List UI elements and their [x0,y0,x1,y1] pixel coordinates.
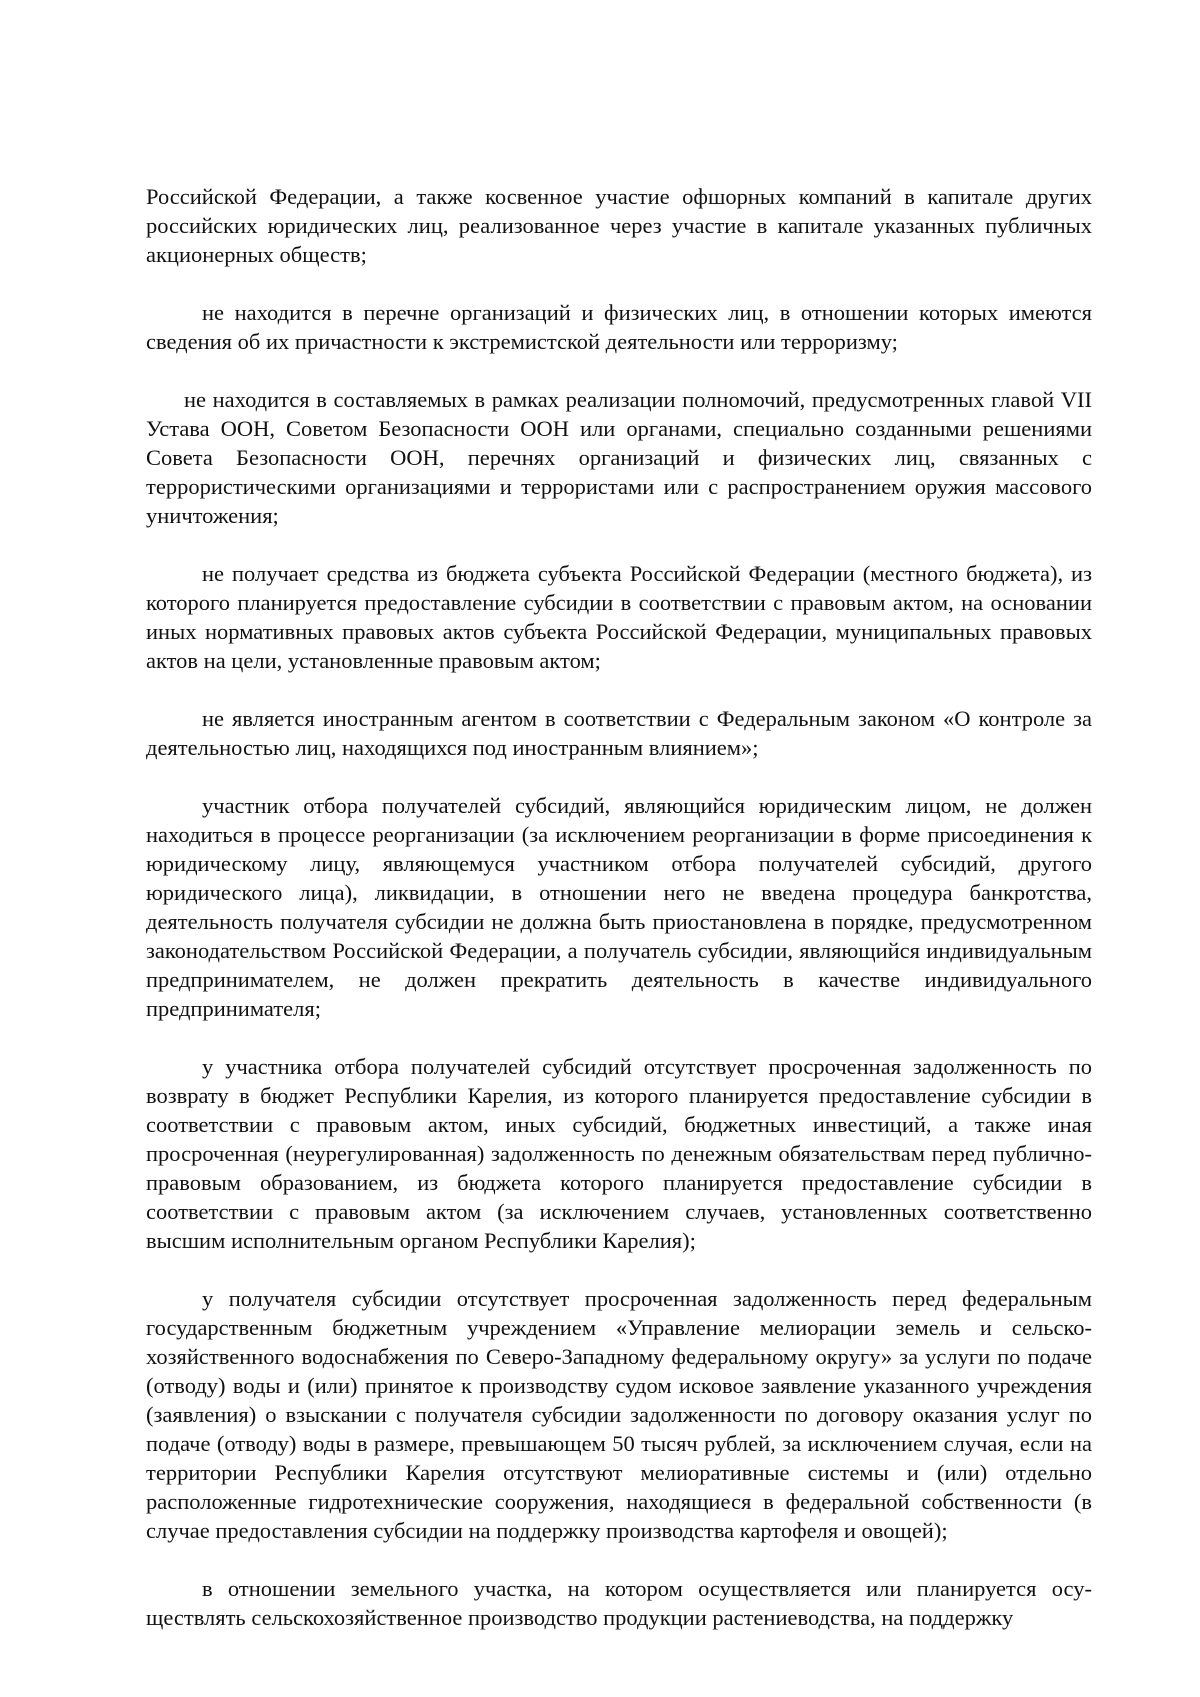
paragraph-overdue-debt: у участника отбора получателей субсидий отсутствует просроченная задолженность по возврату в бюджет Республики Карелия, из которого планируется предоставление субсидии в соответствии с правовым актом, иных субсидий, бюджетных инвестиций, а также иная просроченная (неурегулированная) задолженность по денежным обязательствам перед публично-правовым образованием, из бюджета которого планируется предоставление субсидии в соответствии с правовым актом (за исключением случаев, установленных соответственно высшим исполнительным органом Республики Карелия); [146,1054,1092,1253]
paragraph-budget-funds: не получает средства из бюджета субъекта Российской Федерации (местного бюджета), из которого планируется предоставление субсидии в соответствии с правовым актом, на основании иных нормативных правовых актов субъекта Российской Федерации, муниципальных правовых актов на цели, установленные правовым актом; [146,561,1092,673]
paragraph-land-plot: в отношении земельного участка, на котором осуществляется или планируется осуществлять сельскохозяйственное производство продукции растениеводства, на поддержку [146,1576,1092,1630]
paragraph-foreign-agent: не является иностранным агентом в соответствии с Федеральным законом «О контроле за деятельностью лиц, находящихся под иностранным влиянием»; [146,706,1092,760]
paragraph-un-sanctions: не находится в составляемых в рамках реализации полномочий, предусмотренных главой VII Устава ООН, Советом Безопасности ООН или органами, специально созданными решениями Совета Безопасности ООН, перечнях организаций и физических лиц, связанных с террористическими организациями и террористами или с распространением оружия массового уничтожения; [146,387,1092,528]
paragraph-melioration-debt: у получателя субсидии отсутствует просроченная задолженность перед федеральным государственным бюджетным учреждением «Управление мелиорации земель и сельскохозяйственного водоснабжения по Северо-Западному федеральному округу» за услуги по подаче (отводу) воды и (или) принятое к производству судом исковое заявление указанного учреждения (заявления) о взыскании с получателя субсидии задолженности по договору оказания услуг по подаче (отводу) воды в размере, превышающем 50 тысяч рублей, за исключением случая, если на территории Республики Карелия отсутствуют мелиоративные системы и (или) отдельно расположенные гидротехнические сооружения, находящиеся в федеральной собственности (в случае предоставления субсидии на поддержку производства картофеля и овощей); [146,1286,1092,1543]
paragraph-reorganization: участник отбора получателей субсидий, являющийся юридическим лицом, не должен находиться в процессе реорганизации (за исключением реорганизации в форме присоединения к юридическому лицу, являющемуся участником отбора получателей субсидий, другого юридического лица), ликвидации, в отношении него не введена процедура банкротства, деятельность получателя субсидии не должна быть приостановлена в порядке, предусмотренном законодательством Российской Федерации, а получатель субсидии, являющийся индивидуальным предпринимателем, не должен прекратить деятельность в качестве индивидуального предпринимателя; [146,793,1092,1021]
paragraph-extremism-list: не находится в перечне организаций и физических лиц, в отношении которых имеются сведения об их причастности к экстремистской деятельности или терроризму; [146,300,1092,354]
document-body [146,182,1092,1632]
paragraph-continuation: Российской Федерации, а также косвенное участие офшорных компаний в капитале других российских юридических лиц, реализованное через участие в капитале указанных публичных акционерных обществ; [146,184,1092,267]
